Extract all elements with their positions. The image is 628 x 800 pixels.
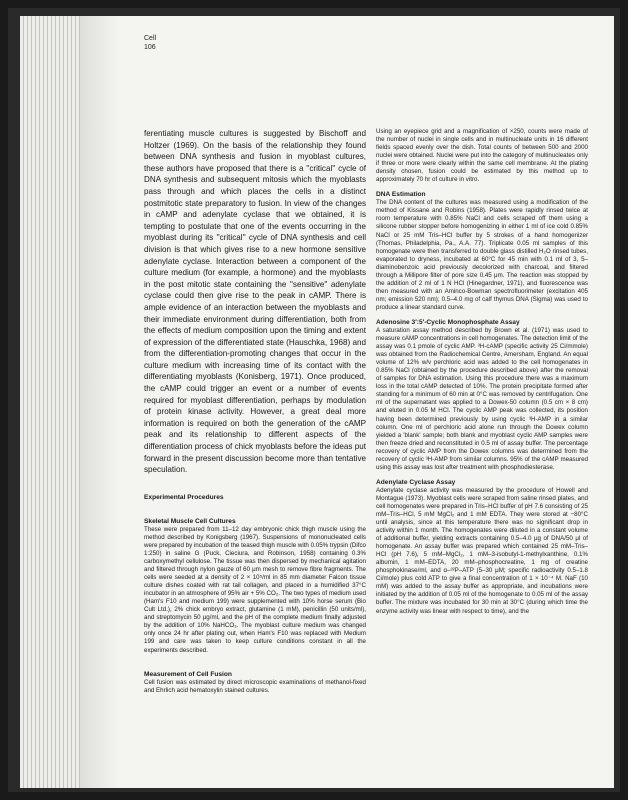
left-column: [144, 128, 366, 695]
running-header: [144, 34, 156, 52]
adenylate-cyclase-heading: Adenylate Cyclase Assay: [376, 478, 456, 486]
right-column: [376, 128, 588, 616]
journal-name: Cell: [144, 35, 157, 42]
cell-fusion-continued: Using an eyepiece grid and a magnification of ×250, counts were made of the number of nuclei in single cells and in multinucleate units in 16 different fields spaced evenly over the dish. Total counts of between 500 and 2000 nuclei were obtained. Nuclei were put into the category of multinucleates only if three or more were clearly within the same cell membrane. At the plating density chosen, fusion could be estimated by this method up to approximately 70 hr of culture in vitro.: [376, 128, 588, 184]
discussion-paragraph: ferentiating muscle cultures is suggested by Bischoff and Holtzer (1969). On the basis of the relationship they found between DNA synthesis and fusion in myoblast cultures, these authors have proposed that there is a ''critical'' cycle of DNA synthesis and subsequent mitosis which the myoblasts pass through and which places the cells in a distinct postmitotic state preparatory to fusion. In view of the changes in cAMP and adenylate cyclase that we obtained, it is tempting to postulate that one of the events occurring in the myoblast during its ''critical'' cycle of DNA synthesis and cell division is that which gives rise to a new hormone sensitive adenylate cyclase. Interaction between a component of the culture medium (for example, a hormone) and the myoblasts in the post mitotic state containing the ''sensitive'' adenylate cyclase could then give rise to the peak in cAMP. There is ample evidence of an interaction between the myoblasts and their immediate environment during differentiation, both from the effects of medium composition upon the timing and extent of expression of the differentiated state (Hauschka, 1968) and from the differentiation-promoting changes that occur in the culture medium with increasing time of its contact with the differentiating myoblasts (Konisberg, 1971). Once produced, the cAMP could trigger an event or a number of events required for myoblast differentiation, perhaps by modulation of protein kinase activity. However, a great deal more information is required on both the generation of the cAMP peak and its relationship to different aspects of the differentiation process of chick myoblasts before the ideas put forward in the present discussion become more than tentative speculation.: [144, 129, 366, 475]
dna-estimation-heading: DNA Estimation: [376, 191, 426, 199]
camp-assay-heading: Adenosine 3′:5′-Cyclic Monophosphate Assay: [376, 318, 520, 326]
camp-assay-text: A saturation assay method described by Brown et al. (1971) was used to measure cAMP concentrations in cell homogenates. The detection limit of the assay was 0.1 pmole of cyclic AMP. ³H-cAMP (specific activity 25 Ci/mmole) was obtained from the Radiochemical Centre, Amersham, England. An equal volume of 12% w/v perchloric acid was added to the cell homogenates in 0.85% NaCl (obtained by the procedure described above) after the removal of samples for DNA estimation. Using this procedure there was a maximum loss in the total cAMP detected of 10%. The protein precipitate formed after standing for a minimum of 60 min at 0°C was removed by centrifugation. One ml of the supernatant was applied to a Dowex-50 column (0.5 cm × 8 cm) and eluted in 0.05 M HCl. The cyclic AMP peak was collected, its position having been determined previously by using cyclic ³H-AMP in a similar column. One ml of perchloric acid alone run through the Dowex column yielded a 'blank' sample; both blank and myoblast cyclic AMP samples were then freeze dried and reconstituted in 0.5 ml of assay buffer. The percentage recovery of cyclic AMP from the Dowex columns was determined from the recovery of cyclic ³H-AMP from similar columns. 95% of the cAMP measured using this assay was lost after treatment with phosphodiesterase.: [376, 326, 588, 471]
skeletal-muscle-text: These were prepared from 11–12 day embryonic chick thigh muscle using the method described by Konigsberg (1967). Suspensions of mononucleated cells were prepared by incubation of the teased thigh muscle with 0.05% trypsin (Difco 1:250) in saline G (Puck, Cieciura, and Robinson, 1958) containing 0.3% carboxymethyl cellulose. The tissue was then dispersed by mechanical agitation and filtered through nylon gauze of 60 μm mesh to remove fibre fragments. The cells were seeded at a density of 2 × 10⁵/ml in 85 mm diameter Falcon tissue culture dishes coated with rat tail collagen, and placed in a humidified 37°C incubator in an atmosphere of 95% air + 5% CO₂. The two types of medium used (Ham's F10 and medium 199) were supplemented with 10% horse serum (Bio Cult Ltd.), 2% chick embryo extract, glutamine (1 mM), penicillin (50 units/ml), and streptomycin 50 μg/ml, and the pH of the complete medium finally adjusted by the addition of 10% NaHCO₃. The myoblast culture medium was changed only once 24 hr after plating out, when Ham's F10 was replaced with Medium 199 and care was taken to keep culture conditions constant in all the experiments described.: [144, 525, 366, 654]
page-shadow: [80, 16, 120, 788]
skeletal-muscle-heading: Skeletal Muscle Cell Cultures: [144, 517, 236, 525]
page-number: 106: [144, 44, 156, 51]
adenylate-cyclase-text: Adenylate cyclase activity was measured by the procedure of Howell and Montague (1973). Myoblast cells were scraped from saline rinsed plates, and cell homogenates were prepared in Tris–HCl buffer of pH 7.6 consisting of 25 mM–Tris–HCl, 5 mM MgCl₂ and 1 mM EDTA. They were stored at −80°C until analysis, since at this temperature there was no significant drop in activity within 1 month. The homogenates were diluted in a constant volume of additional buffer, yielding extracts containing 0.5–4.0 μg of DNA/50 μl of homogenate. An assay buffer was prepared which contained 25 mM–Tris–HCl (pH 7.6), 5 mM–MgCl₂, 1 mM–3-isobutyl-1-methylxanthine, 0.1% albumin, 1 mM–EDTA, 20 mM–phosphocreatine, 1 mg of creatine phosphokinase/ml, and α–³²P–ATP (5–30 μM; specific radioactivity 0.5–1.8 Ci/mole) plus cold ATP to give a final concentration of 1 × 10⁻⁴ M. NaF (10 mM) was added to the assay buffer as appropriate, and incubations were initiated by the addition of 0.05 ml of the homogenate to 0.05 ml of the assay buffer. The mixture was incubated for 30 min at 30°C (during which time the enzyme activity was linear with respect to time), and the: [376, 486, 588, 615]
cell-fusion-heading: Measurement of Cell Fusion: [144, 670, 232, 678]
dna-estimation-text: The DNA content of the cultures was measured using a modification of the method of Kissane and Robins (1958). Plates were rapidly rinsed twice at room temperature with 0.85% NaCl and cells scraped off them using a silicone rubber stopper before homogenizing in either 1 ml of ice cold 0.85% NaCl or 25 mM Tris–HCl buffer by 5 strokes of a hand homogenizer (Thomas, Philadelphia, Pa., A.A. 77). Triplicate 0.05 ml samples of this homogenate were then transferred to double glass distilled H₂O rinsed tubes, evaporated to dryness, incubated at 60°C for 45 min with 0.1 ml of 3, 5–diaminobenzoic acid previously decolorized with charcoal, and filtered through a Millipore filter of pore size 0.45 μm. The reaction was stopped by the addition of 2 ml of 1 N HCl (Hinegardner, 1971), and fluorescence was then measured with an Aminco-Bowman spectrofluorimeter (excitation 405 nm; emission 520 nm); 0.5–4.0 mg of calf thymus DNA (Sigma) was used to produce a linear standard curve.: [376, 199, 588, 311]
experimental-procedures-heading: Experimental Procedures: [144, 493, 224, 501]
page-stack-edge: [20, 16, 80, 788]
cell-fusion-text: Cell fusion was estimated by direct microscopic examinations of methanol-fixed and Ehrlich acid hematoxylin stained cultures.: [144, 678, 366, 694]
